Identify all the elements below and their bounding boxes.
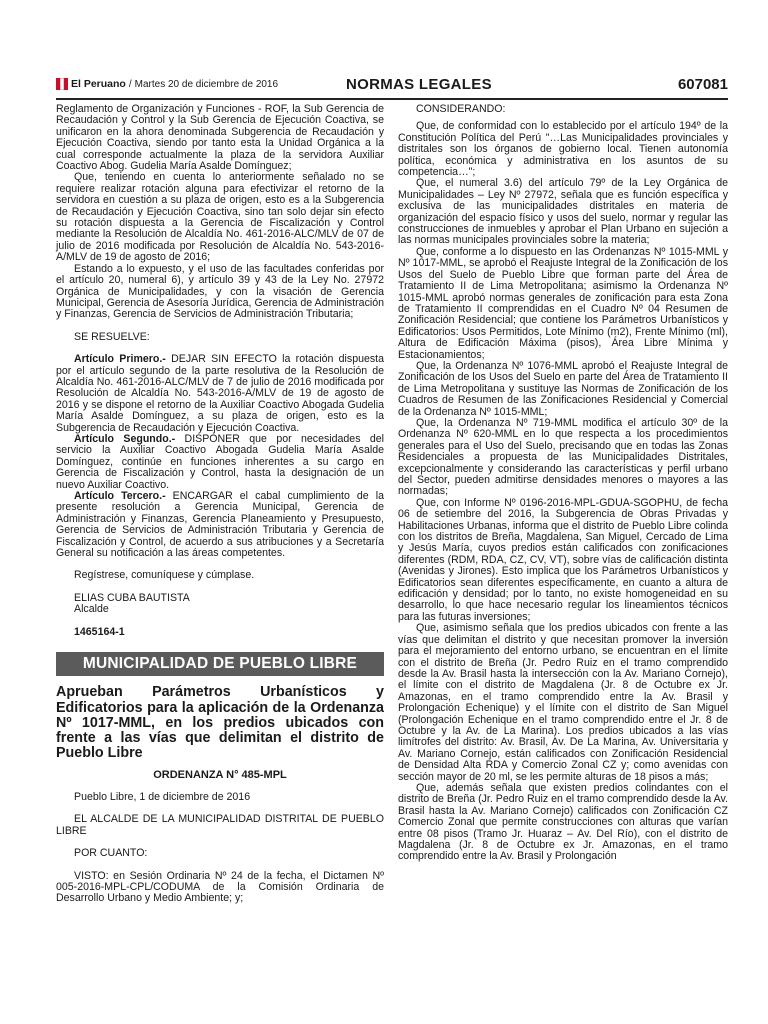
article-text: DEJAR SIN EFECTO la rotación dispuesta por el artículo segundo de la parte resolutiva de la Resolución de Alcaldía No. 461-2016-ALC/MLV de 7 de julio de 2016 modificada por Resolución de Alcaldía No. 543-2016-A/MLV de 19 de agosto de 2016 y se dispone el retorno de la Auxiliar Coactivo Abogada Gudelia María Asalde Domínguez, a su plaza de origen, esto es la Subgerencia de Recaudación y Ejecución Coactiva. — [56, 353, 384, 434]
right-column — [398, 104, 728, 863]
article-two — [56, 434, 384, 491]
article-label: Artículo Tercero.- — [74, 490, 166, 502]
paragraph: Estando a lo expuesto, y el uso de las facultades conferidas por el artículo 20, numeral 6), y artículo 39 y 43 de la Ley No. 27972 Orgánica de Municipalidades, y con la visación de Gerencia Municipal, Gerencia de Asesoría Jurídica, Gerencia de Administración y Finanzas, Gerencia de Servicios de Administración Tributaria; — [56, 262, 384, 321]
article-one — [56, 354, 384, 434]
resolve-heading: SE RESUELVE: — [74, 330, 150, 343]
place-date: Pueblo Libre, 1 de diciembre de 2016 — [74, 790, 251, 803]
paragraph: Que, conforme a lo dispuesto en las Ordenanzas Nº 1015-MML y Nº 1017-MML, se aprobó el Reajuste Integral de la Zonificación de los Usos del Suelo de Pueblo Libre que forman parte del Área de Tratamiento II de Lima Metropolitana; asimismo la Ordenanza Nº 1015-MML aprobó normas generales de zonificación para esta Zona de Tratamiento II comprendidas en el Cuadro Nº 04 Resumen de Zonificación Residencial; que contiene los Parámetros Urbanísticos y Edificatorios: Usos Permitidos, Lote Mínimo (m2), Frente Mínimo (ml), Altura de Edificación Máxima (pisos), Área Libre Mínima y Estacionamientos; — [398, 245, 728, 361]
left-column — [56, 104, 384, 905]
article-label: Artículo Primero.- — [74, 353, 166, 366]
article-text: DISPONER que por necesidades del servicio la Auxiliar Coactivo Abogada Gudelia María Asalde Domínguez, continúe en funciones inherentes a su cargo en Gerencia de Fiscalización y Control, hasta la designación de un nuevo Auxiliar Coactivo. — [56, 432, 384, 491]
separator-icon: / — [128, 78, 132, 90]
closing-formula: Regístrese, comuníquese y cúmplase. — [74, 569, 255, 582]
paragraph: Que, teniendo en cuenta lo anteriormente señalado no se requiere realizar rotación alguna para efectivizar el retorno de la servidora en cuestión a su plaza de origen, esto es a la Subgerencia de Recaudación y Ejecución Coactiva, sino tan solo dejar sin efecto su rotación dispuesta a la Gerencia de Fiscalización y Control mediante la Resolución de Alcaldía No. 461-2016-ALC/MLV de 07 de julio de 2016 modificada por Resolución de Alcaldía No. 543-2016-A/MLV de 19 de agosto de 2016; — [56, 171, 384, 264]
paragraph: Que, la Ordenanza Nº 719-MML modifica el artículo 30º de la Ordenanza Nº 620-MML en lo que respecta a los procedimientos generales para el Uso del Suelo, precisando que en todas las Zonas Residenciales a propuesta de las Municipalidades Distritales, excepcionalmente y considerando las características y perfil urbano del Sector, pueden admitirse densidades menores o mayores a las normadas; — [398, 416, 728, 498]
section-title: NORMAS LEGALES — [346, 76, 492, 93]
signer-name: ELIAS CUBA BAUTISTA — [74, 591, 190, 604]
paragraph: Que, además señala que existen predios colindantes con el distrito de Breña (Jr. Pedro Ruiz en el tramo comprendido desde la Av. Brasil hasta la Av. Mariano Cornejo) calificados con Zonificación CZ Comercio Zonal que permite construcciones con alturas que varían entre 08 pisos (Tramo Jr. Huaraz – Av. Del Río), con el distrito de Magdalena (Jr. 8 de Octubre ex Jr. Amazonas, en el tramo comprendido entre la Av. Brasil y Prolongación — [398, 781, 728, 863]
paragraph: Que, asimismo señala que los predios ubicados con frente a las vías que delimitan el distrito y que necesitan promover la inversión para el mejoramiento del entorno urbano, se encuentran en el límite con el distrito de Breña (Jr. Pedro Ruiz en el tramo comprendido desde la Av. Brasil hasta la intersección con la Av. Mariano Cornejo), el límite con el distrito de Magdalena (Jr. 8 de Octubre ex Jr. Amazonas, en el tramo comprendido entre la Av. Brasil y Prolongación Echenique) y el límite con el distrito de San Miguel (Prolongación Echenique en el tramo comprendido entre el Jr. 8 de Octubre y la Av. de La Marina). Los predios ubicados a las vías limítrofes del distrito: Av. Brasil, Av. De La Marina, Av. Universitaria y Av. Mariano Cornejo, están calificados con Zonificación Residencial de Densidad Alta RDA y Comercio Zonal CZ y; como avenidas con sección mayor de 20 ml, se les permite alturas de 18 pisos a más; — [398, 622, 728, 783]
page-header — [56, 76, 728, 100]
newspaper-brand: El Peruano — [71, 78, 126, 90]
paragraph: Que, la Ordenanza Nº 1076-MML aprobó el Reajuste Integral de Zonificación de los Usos del Suelo en parte del Área de Tratamiento II de Lima Metropolitana y sustituye las Normas de Zonificación de los Cuadros de Resumen de las Zonificaciones Residencial y Comercial de la Ordenanza Nº 1015-MML; — [398, 359, 728, 418]
institution-banner: MUNICIPALIDAD DE PUEBLO LIBRE — [56, 652, 384, 676]
visto-paragraph: VISTO: en Sesión Ordinaria Nº 24 de la fecha, el Dictamen Nº 005-2016-MPL-CPL/CODUMA de la Comisión Ordinaria de Desarrollo Urbano y Medio Ambiente; y; — [56, 869, 384, 905]
header-date: Martes 20 de diciembre de 2016 — [134, 78, 279, 90]
peru-shield-icon — [56, 78, 68, 90]
article-title: Aprueban Parámetros Urbanísticos y Edificatorios para la aplicación de la Ordenanza Nº 1017-MML, en los predios ubicados con frente a las vías que delimitan el distrito de Pueblo Libre — [56, 684, 384, 762]
article-label: Artículo Segundo.- — [74, 432, 176, 445]
considerando-heading: CONSIDERANDO: — [416, 103, 506, 115]
mayor-heading: EL ALCALDE DE LA MUNICIPALIDAD DISTRITAL DE PUEBLO LIBRE — [56, 813, 384, 837]
ordinance-number: ORDENANZA N° 485-MPL — [153, 769, 287, 782]
document-code: 1465164-1 — [74, 625, 125, 638]
signer-role: Alcalde — [74, 603, 109, 616]
paragraph: Reglamento de Organización y Funciones - ROF, la Sub Gerencia de Recaudación y Control y la Sub Gerencia de Ejecución Coactiva, se unificaron en la ahora denominada Subgerencia de Recaudación y Ejecución Coactiva, siendo por tanto esta la Unidad Orgánica a la cual corresponde actualmente la plaza de la servidora Auxiliar Coactivo Abog. Gudelia María Asalde Domínguez; — [56, 103, 384, 173]
page-number: 607081 — [677, 76, 728, 93]
article-text: ENCARGAR el cabal cumplimiento de la presente resolución a Gerencia Municipal, Gerencia de Administración y Finanzas, Gerencia Planeamiento y Presupuesto, Gerencia de Servicios de Administración Tributaria y Gerencia de Fiscalización y Control, de acuerdo a sus atribuciones y a Secretaría General su notificación a las áreas competentes. — [56, 490, 384, 560]
paragraph: Que, el numeral 3.6) del artículo 79º de la Ley Orgánica de Municipalidades – Ley Nº 27972, señala que es función específica y exclusiva de las municipalidades distritales en materia de organización del espacio físico y usos del suelo, normar y regular las construcciones de inmuebles y aprobar el Plan Urbano en sujeción a las normas municipales provinciales sobre la materia; — [398, 177, 728, 247]
por-cuanto-heading: POR CUANTO: — [74, 847, 148, 860]
article-three — [56, 491, 384, 559]
paragraph: Que, de conformidad con lo establecido por el artículo 194º de la Constitución Política del Perú "…Las Municipalidades provinciales y distritales son los órganos de gobierno local. Tienen autonomía política, económica y administrativa en los asuntos de su competencia…"; — [398, 120, 728, 179]
paragraph: Que, con Informe Nº 0196-2016-MPL-GDUA-SGOPHU, de fecha 06 de setiembre del 2016, la Subgerencia de Obras Privadas y Habilitaciones Urbanas, informa que el distrito de Pueblo Libre colinda con los distritos de Breña, Magdalena, San Miguel, Cercado de Lima y Jesús María, cuyos predios están calificados con zonificaciones diferentes (RDM, RDA, CZ, CV, VT), sobre vías de calificación distinta (Avenidas y Jirones). Esto implica que los Parámetros Urbanísticos y Edificatorios sean diferentes específicamente, en cuanto a altura de edificación y densidad; por lo tanto, no existe homogeneidad en su desarrollo, lo que hace necesario regular los lineamientos técnicos para las futuras inversiones; — [398, 496, 728, 623]
header-left — [56, 78, 278, 90]
